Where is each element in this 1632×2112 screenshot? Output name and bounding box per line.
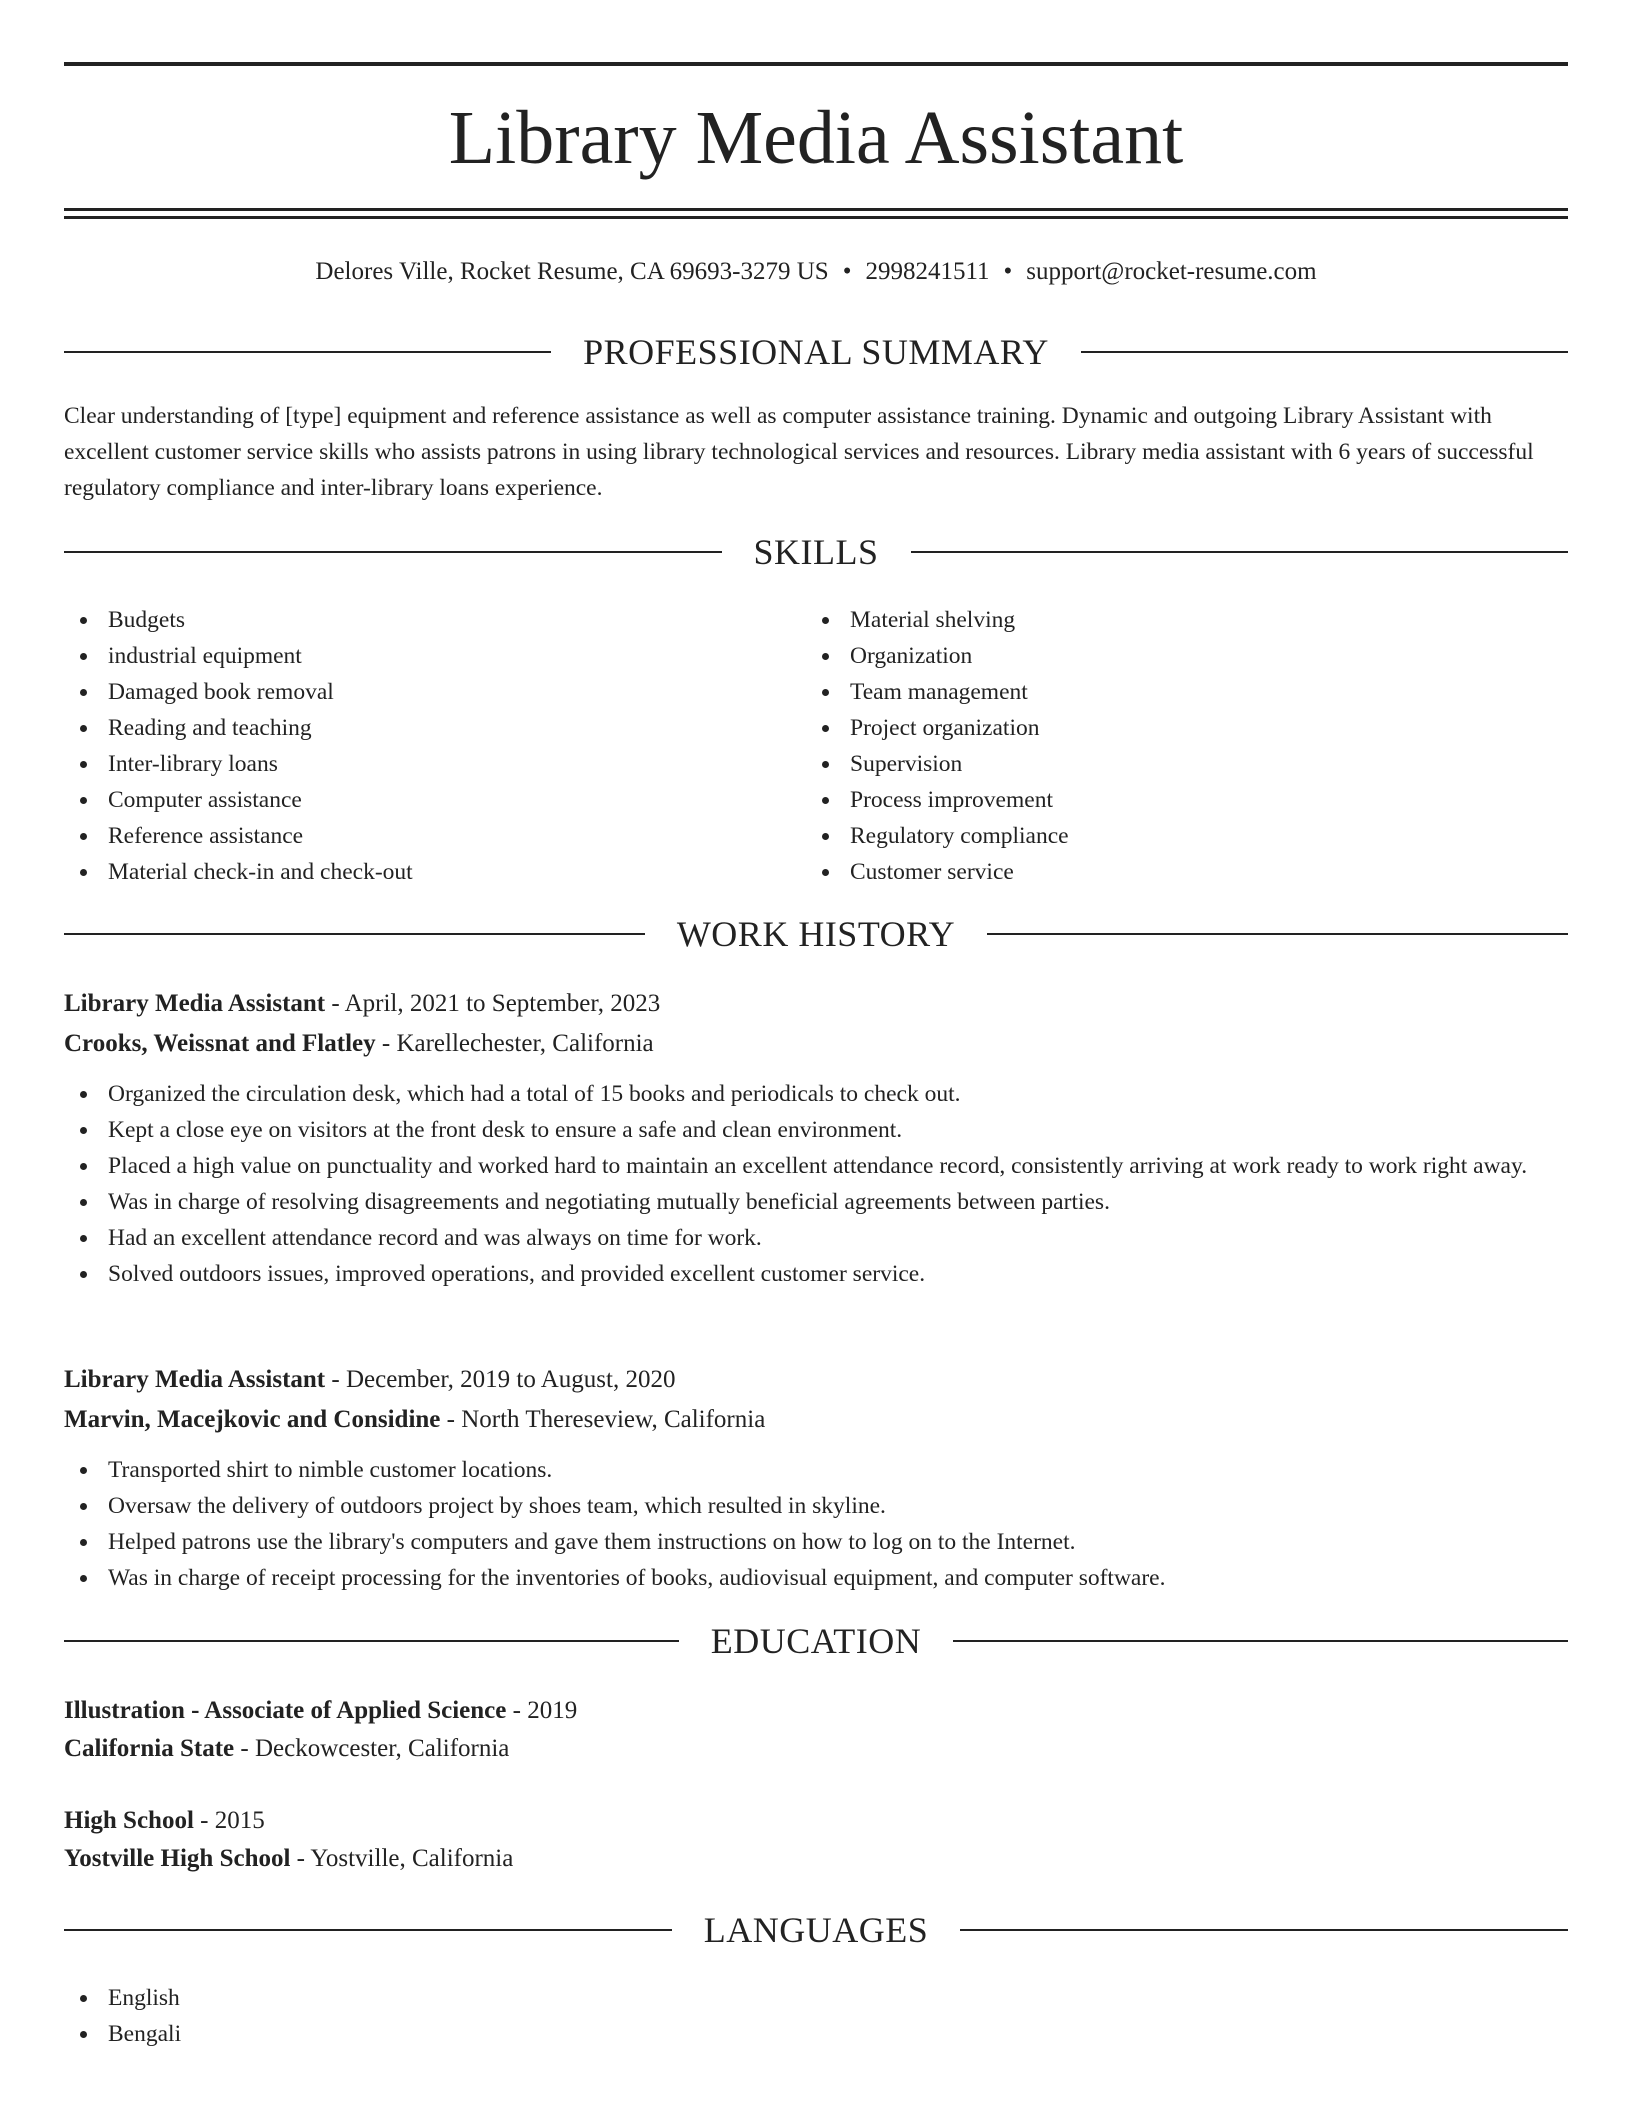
section-heading-summary — [64, 330, 1568, 374]
job-location: Karellechester, California — [396, 1030, 654, 1057]
education-entry — [64, 1692, 1568, 1768]
heading-rule-left — [64, 551, 722, 553]
heading-rule-right — [987, 933, 1568, 935]
section-heading-work-history — [64, 912, 1568, 956]
job-duty: Oversaw the delivery of outdoors project by shoes team, which resulted in skyline. — [64, 1488, 1568, 1524]
skill-item: industrial equipment — [64, 638, 804, 674]
heading-rule-right — [1081, 351, 1568, 353]
section-title: EDUCATION — [710, 1621, 922, 1661]
top-rule — [64, 62, 1568, 66]
job-company: Crooks, Weissnat and Flatley — [64, 1030, 376, 1057]
job-company-line: Marvin, Macejkovic and Considine - North Thereseview, California — [64, 1406, 766, 1433]
job-duty: Had an excellent attendance record and was always on time for work. — [64, 1220, 1568, 1256]
job-company: Marvin, Macejkovic and Considine — [64, 1406, 441, 1433]
languages-block — [64, 1980, 1568, 2052]
contact-email: support@rocket-resume.com — [1026, 258, 1317, 285]
skill-item: Process improvement — [806, 782, 1546, 818]
job-company-line: Crooks, Weissnat and Flatley - Karellechester, California — [64, 1030, 654, 1057]
education-degree: Illustration - Associate of Applied Science — [64, 1697, 507, 1724]
heading-rule-left — [64, 1929, 672, 1931]
section-heading-languages — [64, 1908, 1568, 1952]
skills-list-right — [806, 602, 1546, 890]
job-entry — [64, 984, 1568, 1292]
skills-column-right — [806, 602, 1546, 890]
contact-address: Delores Ville, Rocket Resume, CA 69693-3279 US — [315, 258, 829, 285]
education-degree-line: High School - 2015 — [64, 1807, 265, 1834]
page-title: Library Media Assistant — [448, 96, 1184, 180]
skill-item: Supervision — [806, 746, 1546, 782]
job-entry — [64, 1360, 1568, 1596]
skill-item: Project organization — [806, 710, 1546, 746]
language-item: Bengali — [64, 2016, 1568, 2052]
languages-list — [64, 1980, 1568, 2052]
skill-item: Customer service — [806, 854, 1546, 890]
heading-rule-right — [911, 551, 1569, 553]
section-title: PROFESSIONAL SUMMARY — [583, 332, 1049, 372]
skill-item: Reading and teaching — [64, 710, 804, 746]
job-duty: Helped patrons use the library's computers and gave them instructions on how to log on to the Internet. — [64, 1524, 1568, 1560]
job-dates: April, 2021 to September, 2023 — [344, 990, 661, 1017]
job-duties — [64, 1076, 1568, 1292]
contact-separator: • — [842, 258, 852, 285]
contact-line — [64, 254, 1568, 290]
education-entry — [64, 1802, 1568, 1878]
section-title: WORK HISTORY — [676, 914, 956, 954]
skill-item: Material shelving — [806, 602, 1546, 638]
job-duty: Transported shirt to nimble customer locations. — [64, 1452, 1568, 1488]
education-degree-line: Illustration - Associate of Applied Science - 2019 — [64, 1697, 578, 1724]
language-item: English — [64, 1980, 1568, 2016]
section-heading-skills — [64, 530, 1568, 574]
skills-column-left — [64, 602, 804, 890]
heading-rule-left — [64, 1640, 679, 1642]
title-rule-upper — [64, 208, 1568, 211]
summary-text: Clear understanding of [type] equipment and reference assistance as well as computer assistance training. Dynamic and outgoing Library Assistant with excellent customer service skills who assists patrons in using library technological services and resources. Library media assistant with 6 years of successful regulatory compliance and inter-library loans experience. — [64, 403, 1534, 501]
heading-rule-left — [64, 351, 551, 353]
job-duty: Kept a close eye on visitors at the front desk to ensure a safe and clean environment. — [64, 1112, 1568, 1148]
heading-rule-right — [953, 1640, 1568, 1642]
section-heading-education — [64, 1619, 1568, 1663]
skill-item: Regulatory compliance — [806, 818, 1546, 854]
skill-item: Material check-in and check-out — [64, 854, 804, 890]
contact-separator: • — [1003, 258, 1013, 285]
job-duty: Placed a high value on punctuality and worked hard to maintain an excellent attendance record, consistently arriving at work ready to work right away. — [64, 1148, 1568, 1184]
education-location: Deckowcester, California — [254, 1735, 510, 1762]
education-year: 2015 — [214, 1807, 265, 1834]
section-title: SKILLS — [753, 532, 879, 572]
education-location: Yostville, California — [310, 1845, 514, 1872]
job-duty: Solved outdoors issues, improved operations, and provided excellent customer service. — [64, 1256, 1568, 1292]
job-duty: Was in charge of resolving disagreements and negotiating mutually beneficial agreements between parties. — [64, 1184, 1568, 1220]
job-location: North Thereseview, California — [461, 1406, 766, 1433]
job-duty: Was in charge of receipt processing for the inventories of books, audiovisual equipment, and computer software. — [64, 1560, 1568, 1596]
skill-item: Inter-library loans — [64, 746, 804, 782]
education-school-line: California State - Deckowcester, California — [64, 1735, 510, 1762]
skill-item: Budgets — [64, 602, 804, 638]
job-duty: Organized the circulation desk, which had a total of 15 books and periodicals to check out. — [64, 1076, 1568, 1112]
job-title: Library Media Assistant — [64, 990, 326, 1017]
education-school-line: Yostville High School - Yostville, California — [64, 1845, 514, 1872]
heading-rule-left — [64, 933, 645, 935]
skill-item: Organization — [806, 638, 1546, 674]
job-title: Library Media Assistant — [64, 1366, 326, 1393]
skill-item: Team management — [806, 674, 1546, 710]
job-title-line: Library Media Assistant - April, 2021 to September, 2023 — [64, 990, 661, 1017]
heading-rule-right — [960, 1929, 1568, 1931]
education-school: California State — [64, 1735, 235, 1762]
education-year: 2019 — [527, 1697, 578, 1724]
education-school: Yostville High School — [64, 1845, 291, 1872]
job-duties — [64, 1452, 1568, 1596]
skill-item: Reference assistance — [64, 818, 804, 854]
skill-item: Damaged book removal — [64, 674, 804, 710]
job-title-line: Library Media Assistant - December, 2019 to August, 2020 — [64, 1366, 676, 1393]
skill-item: Computer assistance — [64, 782, 804, 818]
contact-phone: 2998241511 — [865, 258, 990, 285]
title-rule-lower — [64, 216, 1568, 219]
job-dates: December, 2019 to August, 2020 — [345, 1366, 676, 1393]
skills-list-left — [64, 602, 804, 890]
education-degree: High School — [64, 1807, 194, 1834]
section-title: LANGUAGES — [703, 1910, 929, 1950]
